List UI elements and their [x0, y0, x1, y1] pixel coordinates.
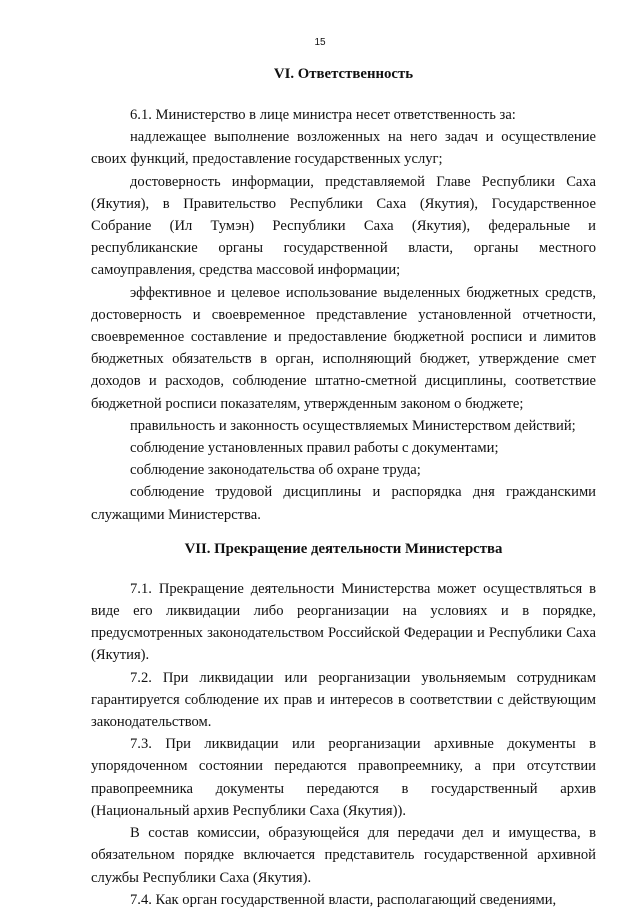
section-6-paragraph: соблюдение установленных правил работы с документами; — [130, 440, 499, 457]
page-content — [91, 63, 596, 911]
section-7-paragraph: 7.1. Прекращение деятельности Министерства может осуществляться в виде его ликвидации либо реорганизации на условиях и в порядке, предусмотренных законодательством Российской Федерации и Республики Саха (Якутия). — [91, 580, 596, 664]
section-6-paragraph: надлежащее выполнение возложенных на него задач и осуществление своих функций, предоставление государственных услуг; — [91, 129, 596, 168]
section-6-paragraph: соблюдение законодательства об охране труда; — [130, 462, 421, 479]
section-7-paragraph: 7.2. При ликвидации или реорганизации увольняемым сотрудникам гарантируется соблюдение их прав и интересов в соответствии с действующим законодательством. — [91, 669, 596, 731]
section-6-paragraph: соблюдение трудовой дисциплины и распорядка дня гражданскими служащими Министерства. — [91, 484, 596, 523]
section-7-paragraph: 7.3. При ликвидации или реорганизации архивные документы в упорядоченном состоянии передаются правопреемнику, а при отсутствии правопреемника документы передаются в государственный архив (Национальный архив Республики Саха (Якутия)). — [91, 736, 596, 819]
section-7-title: VII. Прекращение деятельности Министерства — [184, 540, 503, 557]
section-7-paragraph: 7.4. Как орган государственной власти, располагающий сведениями, — [130, 891, 557, 908]
section-6-title: VI. Ответственность — [273, 66, 414, 82]
section-6-paragraph: правильность и законность осуществляемых Министерством действий; — [130, 417, 576, 434]
section-6-paragraph: 6.1. Министерство в лице министра несет ответственность за: — [130, 107, 516, 123]
page-number: 15 — [314, 37, 326, 48]
section-6-paragraph: эффективное и целевое использование выделенных бюджетных средств, достоверность и своевременное представление установленной отчетности, своевременное составление и предоставление бюджетной росписи и лимитов бюджетных обязательств в орган, исполняющий бюджет, утверждение смет доходов и расходов, соблюдение штатно-сметной дисциплины, соответствие бюджетной росписи показателям, утвержденным законом о бюджете; — [91, 284, 596, 412]
section-7-paragraph: В состав комиссии, образующейся для передачи дел и имущества, в обязательном порядке включается представитель государственной архивной службы Республики Саха (Якутия). — [91, 825, 596, 886]
section-6-paragraph: достоверность информации, представляемой Главе Республики Саха (Якутия), в Правительство Республики Саха (Якутия), Государственное Собрание (Ил Тумэн) Республики Саха (Якутия), федеральные и республиканские органы государственной власти, органы местного самоуправления, средства массовой информации; — [91, 173, 596, 279]
